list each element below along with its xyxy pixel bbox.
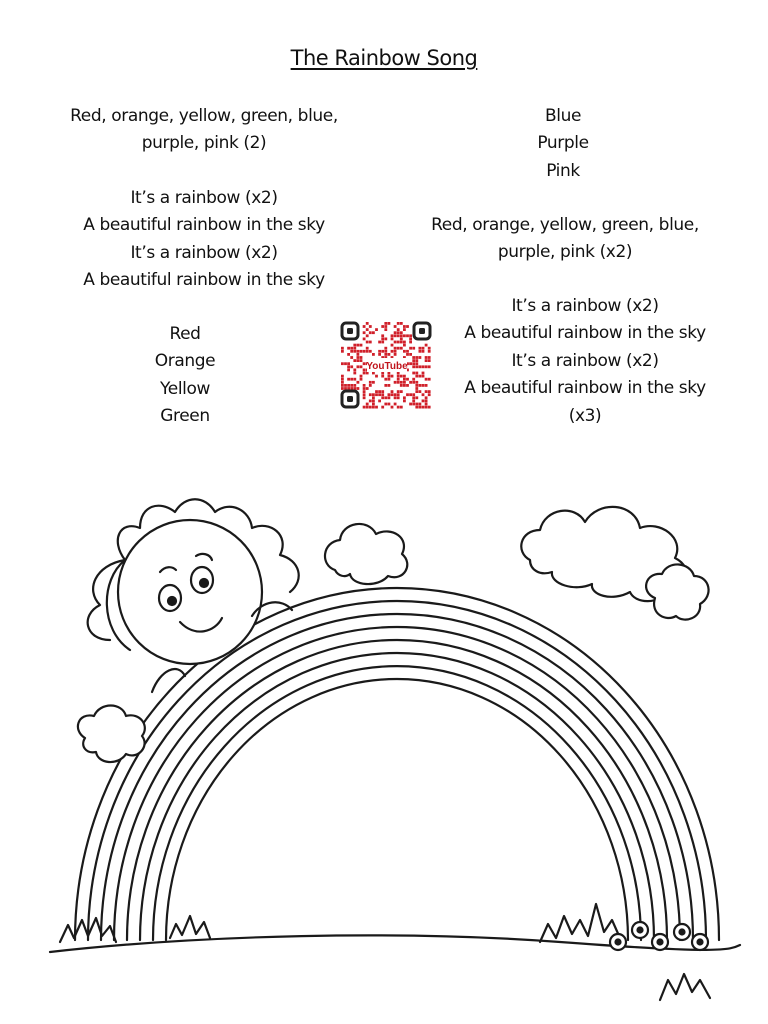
color-word: Blue — [544, 106, 582, 126]
color-word: Green — [160, 406, 210, 427]
grass — [60, 904, 710, 1000]
lyric-line: A beautiful rainbow in the sky — [83, 215, 325, 236]
lyric-line: It’s a rainbow (x2) — [511, 350, 659, 371]
lyric-line: purple, pink (x2) — [497, 242, 633, 263]
verse-left — [34, 103, 374, 158]
verse-right — [395, 212, 735, 267]
rainbow-illustration — [0, 480, 768, 1024]
lyric-line: purple, pink (2) — [141, 133, 267, 154]
lyric-line: It’s a rainbow (x2) — [130, 188, 278, 208]
lyric-line: It’s a rainbow (x2) — [130, 242, 278, 263]
lyric-line: Red, orange, yellow, green, blue, — [70, 106, 338, 126]
color-word: Purple — [537, 133, 589, 154]
chorus-right — [430, 293, 740, 430]
lyric-line: It’s a rainbow (x2) — [511, 296, 659, 316]
cloud-top-center — [325, 524, 407, 584]
color-list-left — [105, 321, 265, 431]
color-word: Pink — [546, 160, 580, 181]
lyric-line: Red, orange, yellow, green, blue, — [431, 215, 699, 235]
lyric-line: A beautiful rainbow in the sky — [464, 378, 706, 399]
chorus-left — [34, 185, 374, 295]
color-word: Yellow — [160, 378, 210, 399]
youtube-badge-text: YouTube — [366, 361, 408, 372]
youtube-qr-code[interactable] — [339, 320, 433, 410]
color-word: Orange — [154, 351, 216, 372]
lyric-line: A beautiful rainbow in the sky — [464, 323, 706, 344]
page-title: The Rainbow Song — [290, 46, 478, 70]
color-word: Red — [169, 324, 201, 344]
lyric-line: A beautiful rainbow in the sky — [83, 270, 325, 291]
lyric-line: (x3) — [568, 405, 602, 426]
cloud-left — [78, 706, 145, 763]
color-list-right — [483, 103, 643, 185]
cloud-top-right — [521, 507, 708, 620]
